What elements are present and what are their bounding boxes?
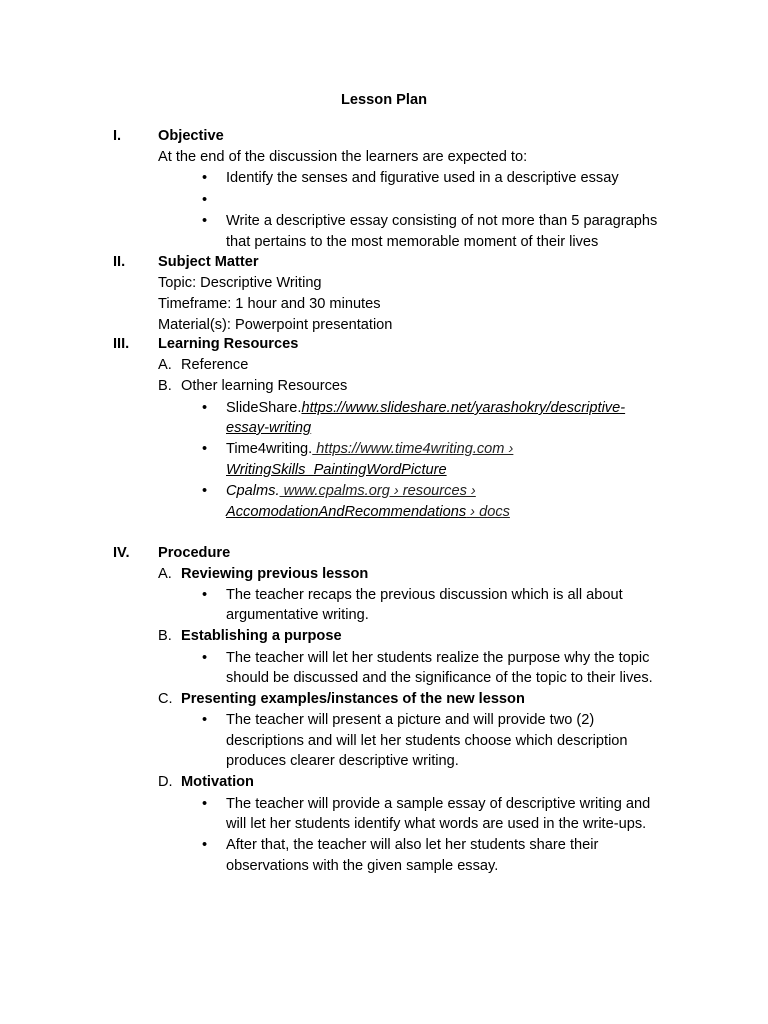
- procedure-d-bullet-cont: observations with the given sample essay.: [226, 858, 499, 874]
- cpalms-link[interactable]: www.cpalms.org › resources ›: [279, 483, 476, 499]
- section-numeral-procedure: IV.: [113, 545, 130, 561]
- resources-other: Other learning Resources: [181, 378, 348, 394]
- procedure-b-bullet-cont: should be discussed and the significance of the topic to their lives.: [226, 670, 653, 686]
- list-letter: D.: [158, 774, 173, 790]
- subject-timeframe: Timeframe: 1 hour and 30 minutes: [158, 296, 381, 312]
- bullet-glyph: •: [202, 650, 208, 666]
- procedure-c-bullet-cont: descriptions and will let her students choose which description: [226, 733, 628, 749]
- time4writing-link[interactable]: https://www.time4writing.com ›: [312, 441, 514, 457]
- objective-intro: At the end of the discussion the learners are expected to:: [158, 149, 528, 165]
- procedure-b-bullet: The teacher will let her students realize the purpose why the topic: [226, 650, 650, 666]
- procedure-heading-c: Presenting examples/instances of the new lesson: [181, 691, 525, 707]
- procedure-d-bullet-cont: will let her students identify what words are used in the write-ups.: [226, 816, 647, 832]
- procedure-d-bullet: After that, the teacher will also let her students share their: [226, 837, 599, 853]
- page-title: Lesson Plan: [341, 92, 427, 108]
- objective-bullet: Identify the senses and figurative used in a descriptive essay: [226, 170, 619, 186]
- procedure-heading-b: Establishing a purpose: [181, 628, 342, 644]
- section-heading-procedure: Procedure: [158, 545, 231, 561]
- resource-name: Cpalms.: [226, 483, 280, 499]
- bullet-glyph: •: [202, 170, 208, 186]
- list-letter: C.: [158, 691, 173, 707]
- list-letter: A.: [158, 357, 172, 373]
- resource-name: SlideShare.: [226, 400, 302, 416]
- section-heading-subject-matter: Subject Matter: [158, 254, 259, 270]
- resource-name: Time4writing.: [226, 441, 313, 457]
- procedure-a-bullet-cont: argumentative writing.: [226, 607, 369, 623]
- time4writing-link-cont[interactable]: WritingSkills_PaintingWordPicture: [226, 462, 447, 478]
- bullet-glyph: •: [202, 213, 208, 229]
- procedure-heading-d: Motivation: [181, 774, 254, 790]
- bullet-glyph: •: [202, 192, 208, 208]
- objective-bullet: Write a descriptive essay consisting of not more than 5 paragraphs: [226, 213, 658, 229]
- section-heading-learning-resources: Learning Resources: [158, 336, 299, 352]
- cpalms-link-part[interactable]: AccomodationAndRecommendations: [226, 504, 467, 520]
- slideshare-link[interactable]: https://www.slideshare.net/yarashokry/descriptive-: [301, 400, 626, 416]
- procedure-c-bullet-cont: produces clearer descriptive writing.: [226, 753, 459, 769]
- list-letter: B.: [158, 628, 172, 644]
- cpalms-link-part[interactable]: › docs: [466, 504, 510, 520]
- subject-materials: Material(s): Powerpoint presentation: [158, 317, 393, 333]
- resource-slideshare: [226, 399, 625, 417]
- bullet-glyph: •: [202, 483, 208, 499]
- bullet-glyph: •: [202, 587, 208, 603]
- subject-topic: Topic: Descriptive Writing: [158, 275, 322, 291]
- slideshare-link-cont[interactable]: essay-writing: [226, 420, 312, 436]
- section-numeral-subject-matter: II.: [113, 254, 126, 270]
- procedure-d-bullet: The teacher will provide a sample essay of descriptive writing and: [226, 796, 651, 812]
- procedure-c-bullet: The teacher will present a picture and will provide two (2): [226, 712, 595, 728]
- section-numeral-learning-resources: III.: [113, 336, 130, 352]
- bullet-glyph: •: [202, 712, 208, 728]
- resource-time4writing: [226, 440, 513, 458]
- section-heading-objective: Objective: [158, 128, 224, 144]
- section-numeral-objective: I.: [113, 128, 122, 144]
- resource-cpalms: [226, 482, 476, 500]
- bullet-glyph: •: [202, 400, 208, 416]
- procedure-a-bullet: The teacher recaps the previous discussion which is all about: [226, 587, 623, 603]
- bullet-glyph: •: [202, 796, 208, 812]
- list-letter: B.: [158, 378, 172, 394]
- resources-reference: Reference: [181, 357, 249, 373]
- procedure-heading-a: Reviewing previous lesson: [181, 566, 369, 582]
- bullet-glyph: •: [202, 837, 208, 853]
- bullet-glyph: •: [202, 441, 208, 457]
- cpalms-link-cont: [226, 503, 510, 521]
- list-letter: A.: [158, 566, 172, 582]
- objective-bullet-cont: that pertains to the most memorable moment of their lives: [226, 234, 599, 250]
